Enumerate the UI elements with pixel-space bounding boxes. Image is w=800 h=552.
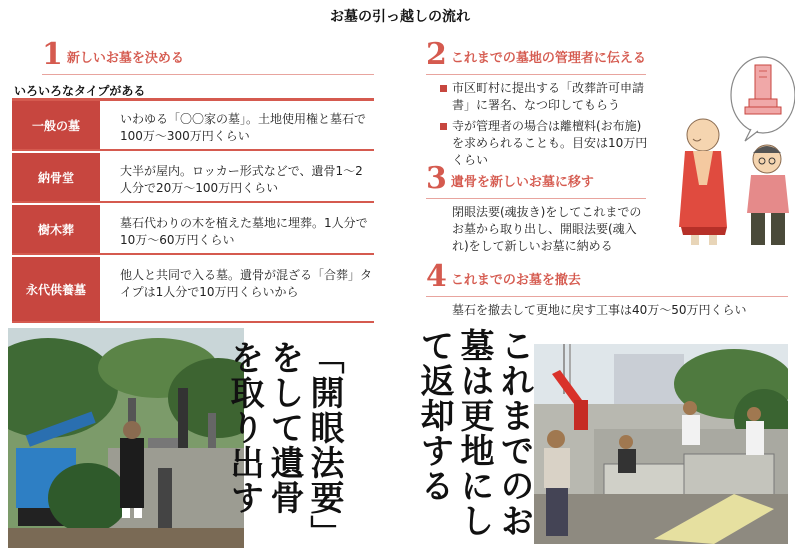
step-number: 2 [426, 37, 447, 72]
type-row [12, 257, 374, 323]
divider [42, 74, 374, 75]
type-name: 樹木葬 [12, 205, 100, 253]
step-label: これまでのお墓を撤去 [450, 273, 581, 288]
type-desc: 大半が屋内。ロッカー形式などで、遺骨1〜2人分で20万〜100万円くらい [120, 164, 363, 195]
step-number: 4 [426, 259, 447, 294]
step-label: 新しいお墓を決める [66, 51, 184, 66]
divider [426, 198, 646, 199]
step-2-bullets [440, 80, 652, 173]
step-2-header [426, 37, 646, 72]
graveyard-photo [8, 328, 244, 548]
step-label: これまでの墓地の管理者に伝える [450, 51, 646, 66]
step-number: 1 [42, 37, 63, 72]
step-4-text: 墓石を撤去して更地に戻す工事は40万〜50万円くらい [452, 303, 747, 317]
demolition-photo [534, 344, 788, 544]
type-name: 永代供養墓 [12, 257, 100, 321]
step-3-header [426, 161, 594, 196]
list-item: 寺が管理者の場合は離檀料(お布施)を求められることも。目安は10万円くらい [440, 118, 652, 169]
type-desc: 他人と共同で入る墓。遺骨が混ざる「合葬」タイプは1人分で10万円くらいから [120, 268, 373, 299]
type-row [12, 205, 374, 255]
step-3-text: 閉眼法要(魂抜き)をしてこれまでのお墓から取り出し、開眼法要(魂入れ)をして新しいお墓に納める [452, 205, 642, 253]
type-name: 一般の墓 [12, 101, 100, 149]
step-number: 3 [426, 161, 447, 196]
step-1-header [42, 37, 184, 72]
divider [426, 296, 788, 297]
type-desc: いわゆる「〇〇家の墓」。土地使用権と墓石で100万〜300万円くらい [120, 112, 367, 143]
types-title: いろいろなタイプがある [14, 84, 146, 98]
type-desc: 墓石代わりの木を植えた墓地に埋葬。1人分で10万〜60万円くらい [120, 216, 368, 247]
step-4-header [426, 259, 581, 294]
step-label: 遺骨を新しいお墓に移す [450, 175, 594, 190]
list-item: 市区町村に提出する「改葬許可申請書」に署名、なつ印してもらう [440, 80, 652, 114]
left-photo-caption: 「開眼法要」をして遺骨を取り出す [224, 340, 344, 533]
type-row [12, 101, 374, 151]
divider [426, 74, 646, 75]
right-photo-caption: これまでのお墓は更地にして返却する [414, 328, 534, 538]
type-row [12, 153, 374, 203]
type-name: 納骨堂 [12, 153, 100, 201]
page-title: お墓の引っ越しの流れ [330, 9, 470, 25]
monk-illustration [655, 55, 795, 250]
